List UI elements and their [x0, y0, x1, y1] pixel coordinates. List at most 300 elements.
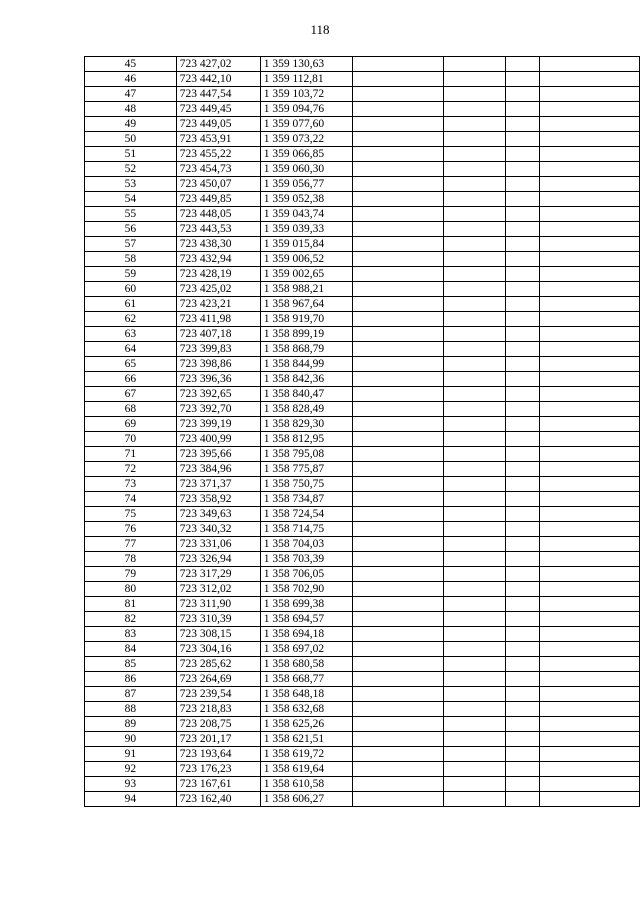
- point-number-cell: 46: [85, 72, 177, 87]
- x-coordinate-cell: 723 427,02: [176, 57, 260, 72]
- empty-cell: [352, 177, 444, 192]
- x-coordinate-cell: 723 449,05: [176, 117, 260, 132]
- point-number-cell: 58: [85, 252, 177, 267]
- table-row: [85, 237, 640, 252]
- x-coordinate-cell: 723 340,32: [176, 522, 260, 537]
- empty-cell: [506, 702, 540, 717]
- empty-cell: [352, 612, 444, 627]
- empty-cell: [444, 342, 506, 357]
- x-coordinate-cell: 723 304,16: [176, 642, 260, 657]
- x-coordinate-cell: 723 358,92: [176, 492, 260, 507]
- table-row: [85, 627, 640, 642]
- point-number-cell: 69: [85, 417, 177, 432]
- empty-cell: [352, 282, 444, 297]
- empty-cell: [540, 522, 640, 537]
- table-row: [85, 57, 640, 72]
- table-row: [85, 507, 640, 522]
- empty-cell: [506, 237, 540, 252]
- empty-cell: [540, 552, 640, 567]
- point-number-cell: 50: [85, 132, 177, 147]
- point-number-cell: 89: [85, 717, 177, 732]
- point-number-cell: 88: [85, 702, 177, 717]
- x-coordinate-cell: 723 395,66: [176, 447, 260, 462]
- empty-cell: [352, 207, 444, 222]
- point-number-cell: 49: [85, 117, 177, 132]
- empty-cell: [540, 252, 640, 267]
- x-coordinate-cell: 723 399,83: [176, 342, 260, 357]
- empty-cell: [540, 132, 640, 147]
- table-row: [85, 642, 640, 657]
- empty-cell: [540, 102, 640, 117]
- empty-cell: [444, 522, 506, 537]
- y-coordinate-cell: 1 359 130,63: [260, 57, 352, 72]
- point-number-cell: 68: [85, 402, 177, 417]
- empty-cell: [352, 582, 444, 597]
- x-coordinate-cell: 723 438,30: [176, 237, 260, 252]
- empty-cell: [444, 537, 506, 552]
- x-coordinate-cell: 723 176,23: [176, 762, 260, 777]
- empty-cell: [506, 282, 540, 297]
- point-number-cell: 55: [85, 207, 177, 222]
- y-coordinate-cell: 1 359 073,22: [260, 132, 352, 147]
- empty-cell: [540, 702, 640, 717]
- empty-cell: [352, 72, 444, 87]
- empty-cell: [444, 57, 506, 72]
- y-coordinate-cell: 1 358 703,39: [260, 552, 352, 567]
- x-coordinate-cell: 723 208,75: [176, 717, 260, 732]
- empty-cell: [352, 537, 444, 552]
- empty-cell: [352, 447, 444, 462]
- point-number-cell: 83: [85, 627, 177, 642]
- x-coordinate-cell: 723 447,54: [176, 87, 260, 102]
- empty-cell: [506, 612, 540, 627]
- point-number-cell: 48: [85, 102, 177, 117]
- empty-cell: [540, 357, 640, 372]
- empty-cell: [506, 297, 540, 312]
- x-coordinate-cell: 723 400,99: [176, 432, 260, 447]
- empty-cell: [352, 222, 444, 237]
- y-coordinate-cell: 1 358 668,77: [260, 672, 352, 687]
- empty-cell: [352, 237, 444, 252]
- x-coordinate-cell: 723 398,86: [176, 357, 260, 372]
- table-row: [85, 312, 640, 327]
- point-number-cell: 60: [85, 282, 177, 297]
- table-row: [85, 177, 640, 192]
- table-row: [85, 102, 640, 117]
- empty-cell: [506, 747, 540, 762]
- empty-cell: [444, 732, 506, 747]
- x-coordinate-cell: 723 371,37: [176, 477, 260, 492]
- empty-cell: [444, 102, 506, 117]
- empty-cell: [506, 357, 540, 372]
- empty-cell: [540, 612, 640, 627]
- empty-cell: [444, 207, 506, 222]
- table-row: [85, 612, 640, 627]
- table-row: [85, 192, 640, 207]
- empty-cell: [540, 117, 640, 132]
- empty-cell: [352, 627, 444, 642]
- empty-cell: [506, 312, 540, 327]
- empty-cell: [352, 552, 444, 567]
- x-coordinate-cell: 723 310,39: [176, 612, 260, 627]
- point-number-cell: 67: [85, 387, 177, 402]
- table-row: [85, 777, 640, 792]
- empty-cell: [444, 222, 506, 237]
- empty-cell: [444, 792, 506, 807]
- empty-cell: [506, 267, 540, 282]
- y-coordinate-cell: 1 358 899,19: [260, 327, 352, 342]
- y-coordinate-cell: 1 358 619,72: [260, 747, 352, 762]
- empty-cell: [540, 762, 640, 777]
- table-row: [85, 357, 640, 372]
- empty-cell: [506, 207, 540, 222]
- empty-cell: [352, 312, 444, 327]
- empty-cell: [444, 87, 506, 102]
- empty-cell: [444, 432, 506, 447]
- empty-cell: [352, 717, 444, 732]
- coordinates-table: [84, 56, 640, 807]
- x-coordinate-cell: 723 331,06: [176, 537, 260, 552]
- empty-cell: [444, 177, 506, 192]
- table-row: [85, 342, 640, 357]
- empty-cell: [352, 702, 444, 717]
- empty-cell: [444, 567, 506, 582]
- empty-cell: [540, 372, 640, 387]
- table-row: [85, 492, 640, 507]
- y-coordinate-cell: 1 358 619,64: [260, 762, 352, 777]
- empty-cell: [444, 717, 506, 732]
- empty-cell: [444, 297, 506, 312]
- empty-cell: [444, 237, 506, 252]
- table-row: [85, 702, 640, 717]
- empty-cell: [506, 777, 540, 792]
- empty-cell: [540, 162, 640, 177]
- y-coordinate-cell: 1 358 714,75: [260, 522, 352, 537]
- table-row: [85, 477, 640, 492]
- point-number-cell: 87: [85, 687, 177, 702]
- y-coordinate-cell: 1 358 702,90: [260, 582, 352, 597]
- y-coordinate-cell: 1 358 632,68: [260, 702, 352, 717]
- x-coordinate-cell: 723 312,02: [176, 582, 260, 597]
- coordinates-table-body: [85, 57, 640, 807]
- empty-cell: [444, 777, 506, 792]
- empty-cell: [444, 192, 506, 207]
- empty-cell: [444, 747, 506, 762]
- y-coordinate-cell: 1 358 699,38: [260, 597, 352, 612]
- empty-cell: [444, 507, 506, 522]
- y-coordinate-cell: 1 359 056,77: [260, 177, 352, 192]
- empty-cell: [352, 192, 444, 207]
- x-coordinate-cell: 723 167,61: [176, 777, 260, 792]
- y-coordinate-cell: 1 359 039,33: [260, 222, 352, 237]
- empty-cell: [352, 327, 444, 342]
- table-row: [85, 297, 640, 312]
- table-row: [85, 132, 640, 147]
- table-row: [85, 687, 640, 702]
- empty-cell: [352, 402, 444, 417]
- empty-cell: [352, 477, 444, 492]
- empty-cell: [540, 87, 640, 102]
- y-coordinate-cell: 1 359 015,84: [260, 237, 352, 252]
- point-number-cell: 66: [85, 372, 177, 387]
- empty-cell: [540, 57, 640, 72]
- empty-cell: [506, 432, 540, 447]
- empty-cell: [352, 357, 444, 372]
- empty-cell: [352, 792, 444, 807]
- y-coordinate-cell: 1 359 002,65: [260, 267, 352, 282]
- x-coordinate-cell: 723 442,10: [176, 72, 260, 87]
- point-number-cell: 61: [85, 297, 177, 312]
- empty-cell: [444, 672, 506, 687]
- empty-cell: [506, 222, 540, 237]
- x-coordinate-cell: 723 392,70: [176, 402, 260, 417]
- empty-cell: [506, 342, 540, 357]
- point-number-cell: 77: [85, 537, 177, 552]
- y-coordinate-cell: 1 358 840,47: [260, 387, 352, 402]
- empty-cell: [352, 162, 444, 177]
- point-number-cell: 65: [85, 357, 177, 372]
- y-coordinate-cell: 1 358 988,21: [260, 282, 352, 297]
- point-number-cell: 47: [85, 87, 177, 102]
- empty-cell: [540, 282, 640, 297]
- empty-cell: [506, 462, 540, 477]
- table-row: [85, 252, 640, 267]
- empty-cell: [352, 597, 444, 612]
- point-number-cell: 93: [85, 777, 177, 792]
- point-number-cell: 64: [85, 342, 177, 357]
- empty-cell: [506, 402, 540, 417]
- empty-cell: [506, 477, 540, 492]
- empty-cell: [540, 432, 640, 447]
- empty-cell: [506, 492, 540, 507]
- table-row: [85, 537, 640, 552]
- empty-cell: [540, 222, 640, 237]
- empty-cell: [506, 537, 540, 552]
- empty-cell: [444, 132, 506, 147]
- x-coordinate-cell: 723 449,85: [176, 192, 260, 207]
- empty-cell: [444, 357, 506, 372]
- x-coordinate-cell: 723 411,98: [176, 312, 260, 327]
- empty-cell: [506, 192, 540, 207]
- x-coordinate-cell: 723 432,94: [176, 252, 260, 267]
- empty-cell: [540, 402, 640, 417]
- empty-cell: [444, 72, 506, 87]
- empty-cell: [506, 717, 540, 732]
- empty-cell: [352, 117, 444, 132]
- x-coordinate-cell: 723 311,90: [176, 597, 260, 612]
- empty-cell: [506, 387, 540, 402]
- table-row: [85, 792, 640, 807]
- empty-cell: [540, 72, 640, 87]
- y-coordinate-cell: 1 358 625,26: [260, 717, 352, 732]
- empty-cell: [444, 372, 506, 387]
- empty-cell: [506, 582, 540, 597]
- empty-cell: [352, 507, 444, 522]
- empty-cell: [540, 387, 640, 402]
- empty-cell: [506, 147, 540, 162]
- table-row: [85, 327, 640, 342]
- point-number-cell: 70: [85, 432, 177, 447]
- empty-cell: [506, 627, 540, 642]
- empty-cell: [352, 657, 444, 672]
- x-coordinate-cell: 723 423,21: [176, 297, 260, 312]
- empty-cell: [506, 522, 540, 537]
- y-coordinate-cell: 1 358 775,87: [260, 462, 352, 477]
- y-coordinate-cell: 1 358 734,87: [260, 492, 352, 507]
- empty-cell: [444, 327, 506, 342]
- x-coordinate-cell: 723 449,45: [176, 102, 260, 117]
- y-coordinate-cell: 1 358 648,18: [260, 687, 352, 702]
- empty-cell: [444, 762, 506, 777]
- empty-cell: [352, 252, 444, 267]
- table-row: [85, 87, 640, 102]
- table-row: [85, 372, 640, 387]
- empty-cell: [444, 492, 506, 507]
- table-row: [85, 282, 640, 297]
- empty-cell: [540, 447, 640, 462]
- x-coordinate-cell: 723 407,18: [176, 327, 260, 342]
- table-row: [85, 582, 640, 597]
- y-coordinate-cell: 1 359 112,81: [260, 72, 352, 87]
- point-number-cell: 72: [85, 462, 177, 477]
- empty-cell: [540, 147, 640, 162]
- x-coordinate-cell: 723 349,63: [176, 507, 260, 522]
- empty-cell: [540, 177, 640, 192]
- x-coordinate-cell: 723 317,29: [176, 567, 260, 582]
- x-coordinate-cell: 723 455,22: [176, 147, 260, 162]
- empty-cell: [506, 177, 540, 192]
- y-coordinate-cell: 1 358 694,18: [260, 627, 352, 642]
- x-coordinate-cell: 723 392,65: [176, 387, 260, 402]
- table-row: [85, 147, 640, 162]
- empty-cell: [444, 462, 506, 477]
- table-row: [85, 117, 640, 132]
- point-number-cell: 63: [85, 327, 177, 342]
- empty-cell: [352, 762, 444, 777]
- empty-cell: [540, 267, 640, 282]
- table-row: [85, 597, 640, 612]
- empty-cell: [506, 732, 540, 747]
- table-row: [85, 222, 640, 237]
- empty-cell: [444, 312, 506, 327]
- point-number-cell: 56: [85, 222, 177, 237]
- empty-cell: [540, 792, 640, 807]
- point-number-cell: 90: [85, 732, 177, 747]
- empty-cell: [352, 567, 444, 582]
- x-coordinate-cell: 723 201,17: [176, 732, 260, 747]
- x-coordinate-cell: 723 399,19: [176, 417, 260, 432]
- empty-cell: [444, 252, 506, 267]
- table-row: [85, 72, 640, 87]
- empty-cell: [540, 642, 640, 657]
- table-row: [85, 402, 640, 417]
- empty-cell: [540, 462, 640, 477]
- y-coordinate-cell: 1 358 919,70: [260, 312, 352, 327]
- empty-cell: [352, 372, 444, 387]
- point-number-cell: 91: [85, 747, 177, 762]
- table-row: [85, 567, 640, 582]
- empty-cell: [444, 267, 506, 282]
- empty-cell: [540, 747, 640, 762]
- point-number-cell: 74: [85, 492, 177, 507]
- table-row: [85, 717, 640, 732]
- empty-cell: [506, 762, 540, 777]
- empty-cell: [506, 72, 540, 87]
- empty-cell: [352, 522, 444, 537]
- x-coordinate-cell: 723 285,62: [176, 657, 260, 672]
- y-coordinate-cell: 1 358 694,57: [260, 612, 352, 627]
- empty-cell: [506, 102, 540, 117]
- empty-cell: [352, 462, 444, 477]
- empty-cell: [444, 447, 506, 462]
- empty-cell: [352, 672, 444, 687]
- y-coordinate-cell: 1 358 812,95: [260, 432, 352, 447]
- empty-cell: [352, 687, 444, 702]
- empty-cell: [506, 117, 540, 132]
- table-row: [85, 462, 640, 477]
- empty-cell: [444, 642, 506, 657]
- y-coordinate-cell: 1 358 842,36: [260, 372, 352, 387]
- point-number-cell: 94: [85, 792, 177, 807]
- empty-cell: [540, 492, 640, 507]
- y-coordinate-cell: 1 358 828,49: [260, 402, 352, 417]
- y-coordinate-cell: 1 358 680,58: [260, 657, 352, 672]
- empty-cell: [352, 267, 444, 282]
- x-coordinate-cell: 723 308,15: [176, 627, 260, 642]
- y-coordinate-cell: 1 358 704,03: [260, 537, 352, 552]
- point-number-cell: 51: [85, 147, 177, 162]
- point-number-cell: 79: [85, 567, 177, 582]
- y-coordinate-cell: 1 358 967,64: [260, 297, 352, 312]
- table-row: [85, 762, 640, 777]
- y-coordinate-cell: 1 358 606,27: [260, 792, 352, 807]
- y-coordinate-cell: 1 359 052,38: [260, 192, 352, 207]
- y-coordinate-cell: 1 358 706,05: [260, 567, 352, 582]
- empty-cell: [506, 87, 540, 102]
- x-coordinate-cell: 723 428,19: [176, 267, 260, 282]
- point-number-cell: 80: [85, 582, 177, 597]
- x-coordinate-cell: 723 425,02: [176, 282, 260, 297]
- y-coordinate-cell: 1 359 103,72: [260, 87, 352, 102]
- empty-cell: [506, 687, 540, 702]
- table-row: [85, 747, 640, 762]
- empty-cell: [506, 597, 540, 612]
- empty-cell: [352, 132, 444, 147]
- empty-cell: [506, 567, 540, 582]
- empty-cell: [352, 432, 444, 447]
- empty-cell: [506, 642, 540, 657]
- empty-cell: [444, 657, 506, 672]
- x-coordinate-cell: 723 454,73: [176, 162, 260, 177]
- x-coordinate-cell: 723 448,05: [176, 207, 260, 222]
- point-number-cell: 57: [85, 237, 177, 252]
- point-number-cell: 62: [85, 312, 177, 327]
- empty-cell: [540, 627, 640, 642]
- point-number-cell: 71: [85, 447, 177, 462]
- point-number-cell: 75: [85, 507, 177, 522]
- table-row: [85, 267, 640, 282]
- empty-cell: [540, 297, 640, 312]
- x-coordinate-cell: 723 264,69: [176, 672, 260, 687]
- empty-cell: [352, 87, 444, 102]
- empty-cell: [352, 57, 444, 72]
- table-row: [85, 672, 640, 687]
- x-coordinate-cell: 723 162,40: [176, 792, 260, 807]
- empty-cell: [352, 747, 444, 762]
- table-row: [85, 447, 640, 462]
- empty-cell: [540, 717, 640, 732]
- y-coordinate-cell: 1 358 697,02: [260, 642, 352, 657]
